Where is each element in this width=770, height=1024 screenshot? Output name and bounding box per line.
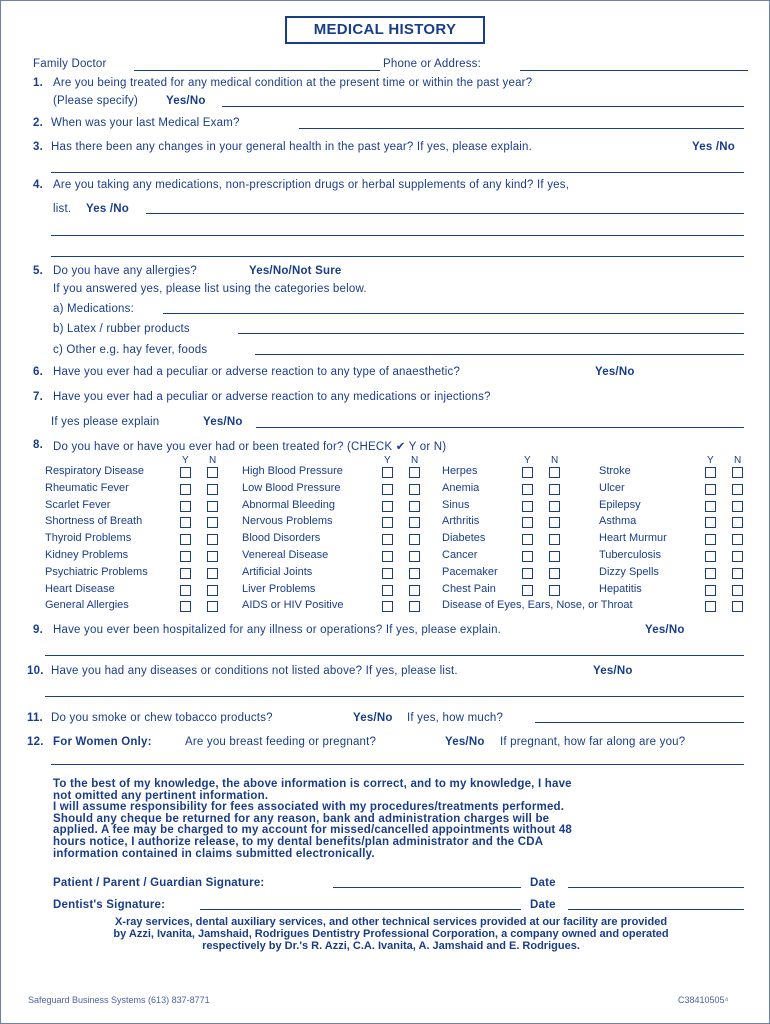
checkbox-y-col4-6[interactable] <box>705 568 716 579</box>
q7-sub: If yes please explain <box>51 416 160 428</box>
checkbox-n-col1-6[interactable] <box>207 568 218 579</box>
q1-number: 1. <box>33 77 43 89</box>
services-note-line: X-ray services, dental auxiliary services, and other technical services provided at our facility are provided <box>114 916 668 928</box>
checkbox-y-col1-1[interactable] <box>180 484 191 495</box>
checkbox-n-col4-3[interactable] <box>732 517 743 528</box>
checkbox-y-col4-0[interactable] <box>705 467 716 478</box>
q12-text: Are you breast feeding or pregnant? <box>185 736 377 748</box>
condition-label: Dizzy Spells <box>599 565 659 578</box>
services-note-line: by Azzi, Ivanita, Jamshaid, Rodrigues Dentistry Professional Corporation, a company owned and operated <box>113 928 669 940</box>
q5-c-field[interactable] <box>255 354 744 355</box>
col3-n-header: N <box>551 455 559 466</box>
q9-text: Have you ever been hospitalized for any illness or operations? If yes, please explain. <box>53 624 502 636</box>
checkbox-n-col2-6[interactable] <box>409 568 420 579</box>
statement-line: applied. A fee may be charged to my account for missed/cancelled appointments without 48 <box>53 824 573 837</box>
q10-number: 10. <box>27 665 44 677</box>
checkbox-y-col1-6[interactable] <box>180 568 191 579</box>
checkbox-n-col4-2[interactable] <box>732 501 743 512</box>
checkbox-n-col1-7[interactable] <box>207 585 218 596</box>
condition-label: Anemia <box>442 481 480 494</box>
phone-address-label: Phone or Address: <box>383 58 482 70</box>
condition-label: Epilepsy <box>599 498 641 511</box>
condition-label: Sinus <box>442 498 470 511</box>
services-note-line: respectively by Dr.'s R. Azzi, C.A. Ivanita, A. Jamshaid and E. Rodrigues. <box>202 940 580 952</box>
condition-label: Cancer <box>442 549 478 561</box>
family-doctor-label: Family Doctor <box>33 58 107 70</box>
condition-label: Heart Disease <box>45 582 115 595</box>
checkbox-y-col4-3[interactable] <box>705 517 716 528</box>
q9-answer-line[interactable] <box>45 655 744 656</box>
checkbox-y-col3-3[interactable] <box>522 517 533 528</box>
condition-label: AIDS or HIV Positive <box>242 599 344 612</box>
q3-text: Has there been any changes in your general health in the past year? If yes, please explain. <box>51 141 533 153</box>
condition-label: Low Blood Pressure <box>242 481 341 494</box>
checkbox-y-col4-5[interactable] <box>705 551 716 562</box>
checkbox-y-col3-2[interactable] <box>522 501 533 512</box>
q7-answer-line[interactable] <box>256 427 744 428</box>
form-code: C38410505⁴ <box>678 995 729 1005</box>
checkbox-n-col2-5[interactable] <box>409 551 420 562</box>
checkbox-n-col3-4[interactable] <box>549 534 560 545</box>
checkbox-n-col4-5[interactable] <box>732 551 743 562</box>
patient-signature-field[interactable] <box>333 887 521 888</box>
statement-line: hours notice, I authorize release, to my dental benefits/plan administrator and the CDA <box>53 835 544 848</box>
checkbox-y-col2-0[interactable] <box>382 467 393 478</box>
checkbox-n-col3-7[interactable] <box>549 585 560 596</box>
condition-label: Ulcer <box>599 481 625 494</box>
q2-text: When was your last Medical Exam? <box>51 117 240 129</box>
checkbox-y-col2-7[interactable] <box>382 585 393 596</box>
condition-label: Kidney Problems <box>45 549 129 561</box>
q10-text: Have you had any diseases or conditions not listed above? If yes, please list. <box>51 665 458 677</box>
checkbox-y-col2-4[interactable] <box>382 534 393 545</box>
q8-text: Do you have or have you ever had or been treated for? (CHECK ✔ Y or N) <box>53 441 447 453</box>
checkbox-n-col3-1[interactable] <box>549 484 560 495</box>
condition-label: Stroke <box>599 465 631 477</box>
checkbox-y-col1-3[interactable] <box>180 517 191 528</box>
patient-date-label: Date <box>530 877 556 889</box>
condition-label: Scarlet Fever <box>45 498 111 511</box>
checkbox-y-col1-0[interactable] <box>180 467 191 478</box>
q7-number: 7. <box>33 391 43 403</box>
q10-yesno: Yes/No <box>593 665 633 677</box>
condition-label: Arthritis <box>442 515 480 528</box>
condition-label: Pacemaker <box>442 565 498 578</box>
condition-label: Hepatitis <box>599 582 642 595</box>
condition-label: General Allergies <box>45 599 129 612</box>
condition-label: Liver Problems <box>242 582 316 595</box>
checkbox-n-col3-6[interactable] <box>549 568 560 579</box>
checkbox-n-col1-2[interactable] <box>207 501 218 512</box>
q12-label: For Women Only: <box>53 736 152 748</box>
q5-text: Do you have any allergies? <box>53 265 197 277</box>
checkbox-n-col1-3[interactable] <box>207 517 218 528</box>
q4-text: Are you taking any medications, non-prescription drugs or herbal supplements of any kind? If yes, <box>53 179 570 191</box>
checkbox-n-col1-8[interactable] <box>207 601 218 612</box>
checkbox-y-col4-2[interactable] <box>705 501 716 512</box>
q11-text: Do you smoke or chew tobacco products? <box>51 712 273 724</box>
condition-label: Disease of Eyes, Ears, Nose, or Throat <box>442 599 633 612</box>
condition-label: Thyroid Problems <box>45 532 132 545</box>
dentist-signature-label: Dentist's Signature: <box>53 899 166 911</box>
statement-line: not omitted any pertinent information. <box>53 789 269 802</box>
condition-label: Rheumatic Fever <box>45 481 129 494</box>
q11-sub: If yes, how much? <box>407 712 504 724</box>
checkbox-y-col3-7[interactable] <box>522 585 533 596</box>
checkbox-n-col2-7[interactable] <box>409 585 420 596</box>
q6-yesno: Yes/No <box>595 366 635 378</box>
col1-n-header: N <box>209 455 217 466</box>
checkbox-y-col1-2[interactable] <box>180 501 191 512</box>
q9-yesno: Yes/No <box>645 624 685 636</box>
condition-label: Asthma <box>599 515 637 528</box>
checkbox-n-col3-5[interactable] <box>549 551 560 562</box>
checkbox-y-col4-1[interactable] <box>705 484 716 495</box>
checkbox-y-col3-4[interactable] <box>522 534 533 545</box>
condition-label: Diabetes <box>442 532 486 545</box>
statement-line: To the best of my knowledge, the above information is correct, and to my knowledge, I have <box>53 778 572 790</box>
q8-number: 8. <box>33 439 43 451</box>
q7-text: Have you ever had a peculiar or adverse reaction to any medications or injections? <box>53 391 491 403</box>
condition-label: Blood Disorders <box>242 532 321 545</box>
q2-answer-line[interactable] <box>299 128 744 129</box>
checkbox-n-col2-4[interactable] <box>409 534 420 545</box>
dentist-date-label: Date <box>530 899 556 911</box>
checkbox-n-col4-7[interactable] <box>732 585 743 596</box>
q4-sub: list. <box>53 203 72 215</box>
checkbox-y-col3-1[interactable] <box>522 484 533 495</box>
condition-label: Heart Murmur <box>599 532 667 545</box>
checkbox-n-col4-1[interactable] <box>732 484 743 495</box>
checkbox-n-col1-5[interactable] <box>207 551 218 562</box>
form-title: MEDICAL HISTORY <box>285 16 485 44</box>
q4-answer-line-2[interactable] <box>51 235 744 236</box>
checkbox-n-col3-0[interactable] <box>549 467 560 478</box>
q1-yesno: Yes/No <box>166 95 206 107</box>
statement-line: I will assume responsibility for fees associated with my procedures/treatments performed. <box>53 801 565 814</box>
dentist-date-field[interactable] <box>568 909 744 910</box>
dentist-signature-field[interactable] <box>200 909 521 910</box>
col4-y-header: Y <box>707 455 714 466</box>
checkbox-n-col2-3[interactable] <box>409 517 420 528</box>
q3-number: 3. <box>33 141 43 153</box>
checkbox-n-col3-3[interactable] <box>549 517 560 528</box>
consent-statement <box>53 779 753 860</box>
q4-answer-line-3[interactable] <box>51 256 744 257</box>
checkbox-y-col2-5[interactable] <box>382 551 393 562</box>
checkbox-y-col1-8[interactable] <box>180 601 191 612</box>
checkbox-y-col1-5[interactable] <box>180 551 191 562</box>
checkbox-n-col4-4[interactable] <box>732 534 743 545</box>
family-doctor-field[interactable] <box>134 70 380 71</box>
q5-number: 5. <box>33 265 43 277</box>
checkbox-n-eyes-ears-nose-throat[interactable] <box>732 601 743 612</box>
condition-label: Respiratory Disease <box>45 465 145 477</box>
checkbox-y-col2-8[interactable] <box>382 601 393 612</box>
q11-answer-line[interactable] <box>535 722 744 723</box>
q5-c-label: c) Other e.g. hay fever, foods <box>53 344 208 356</box>
statement-line: information contained in claims submitted electronically. <box>53 847 375 860</box>
checkbox-y-col2-1[interactable] <box>382 484 393 495</box>
checkbox-y-col3-0[interactable] <box>522 467 533 478</box>
q5-a-label: a) Medications: <box>53 303 134 315</box>
col2-y-header: Y <box>384 455 391 466</box>
checkbox-n-col2-0[interactable] <box>409 467 420 478</box>
checkbox-n-col3-2[interactable] <box>549 501 560 512</box>
q10-answer-line[interactable] <box>45 696 744 697</box>
col1-y-header: Y <box>182 455 189 466</box>
q4-yesno: Yes /No <box>86 203 129 215</box>
col2-n-header: N <box>411 455 419 466</box>
col3-y-header: Y <box>524 455 531 466</box>
q5-a-field[interactable] <box>163 313 744 314</box>
q5-yesno: Yes/No/Not Sure <box>249 265 342 277</box>
checkbox-y-col1-7[interactable] <box>180 585 191 596</box>
checkbox-y-eyes-ears-nose-throat[interactable] <box>705 601 716 612</box>
condition-label: Nervous Problems <box>242 515 333 528</box>
q3-yesno: Yes /No <box>692 141 735 153</box>
q11-number: 11. <box>27 712 43 724</box>
q4-answer-line-1[interactable] <box>146 213 744 214</box>
q12-number: 12. <box>27 736 44 748</box>
q12-yesno: Yes/No <box>445 736 485 748</box>
condition-label: Herpes <box>442 465 478 477</box>
checkbox-n-col2-2[interactable] <box>409 501 420 512</box>
checkbox-n-col4-6[interactable] <box>732 568 743 579</box>
condition-label: Tuberculosis <box>599 549 661 561</box>
q6-number: 6. <box>33 366 43 378</box>
checkbox-n-col2-8[interactable] <box>409 601 420 612</box>
checkbox-y-col3-6[interactable] <box>522 568 533 579</box>
patient-signature-label: Patient / Parent / Guardian Signature: <box>53 877 265 889</box>
q9-number: 9. <box>33 624 43 636</box>
q11-yesno: Yes/No <box>353 712 393 724</box>
checkbox-y-col1-4[interactable] <box>180 534 191 545</box>
q4-number: 4. <box>33 179 43 191</box>
col4-n-header: N <box>734 455 742 466</box>
checkbox-y-col2-3[interactable] <box>382 517 393 528</box>
checkbox-n-col1-4[interactable] <box>207 534 218 545</box>
q3-answer-line[interactable] <box>51 172 744 173</box>
q12-answer-line[interactable] <box>51 764 744 765</box>
checkbox-n-col1-1[interactable] <box>207 484 218 495</box>
q1-answer-line[interactable] <box>222 106 744 107</box>
checkbox-y-col2-6[interactable] <box>382 568 393 579</box>
publisher-credit: Safeguard Business Systems (613) 837-8771 <box>28 995 210 1005</box>
q2-number: 2. <box>33 117 43 129</box>
q6-text: Have you ever had a peculiar or adverse reaction to any type of anaesthetic? <box>53 366 461 378</box>
checkbox-y-col4-7[interactable] <box>705 585 716 596</box>
checkbox-n-col4-0[interactable] <box>732 467 743 478</box>
checkbox-n-col2-1[interactable] <box>409 484 420 495</box>
checkbox-n-col1-0[interactable] <box>207 467 218 478</box>
q5-intro: If you answered yes, please list using the categories below. <box>53 283 367 295</box>
condition-label: Shortness of Breath <box>45 515 143 528</box>
q12-sub: If pregnant, how far along are you? <box>500 736 686 748</box>
condition-label: Artificial Joints <box>242 565 313 578</box>
condition-label: High Blood Pressure <box>242 465 343 477</box>
statement-line: Should any cheque be returned for any reason, bank and administration charges will be <box>53 812 550 825</box>
q1-text: Are you being treated for any medical condition at the present time or within the past year? <box>53 77 533 89</box>
patient-date-field[interactable] <box>568 887 744 888</box>
checkbox-y-col4-4[interactable] <box>705 534 716 545</box>
checkbox-y-col2-2[interactable] <box>382 501 393 512</box>
phone-address-field[interactable] <box>520 70 748 71</box>
condition-label: Venereal Disease <box>242 549 329 561</box>
q7-yesno: Yes/No <box>203 416 243 428</box>
q1-sub: (Please specify) <box>53 95 139 107</box>
q5-b-field[interactable] <box>238 333 744 334</box>
checkbox-y-col3-5[interactable] <box>522 551 533 562</box>
condition-label: Abnormal Bleeding <box>242 498 335 511</box>
condition-label: Chest Pain <box>442 582 496 595</box>
q5-b-label: b) Latex / rubber products <box>53 323 190 335</box>
condition-label: Psychiatric Problems <box>45 565 148 578</box>
